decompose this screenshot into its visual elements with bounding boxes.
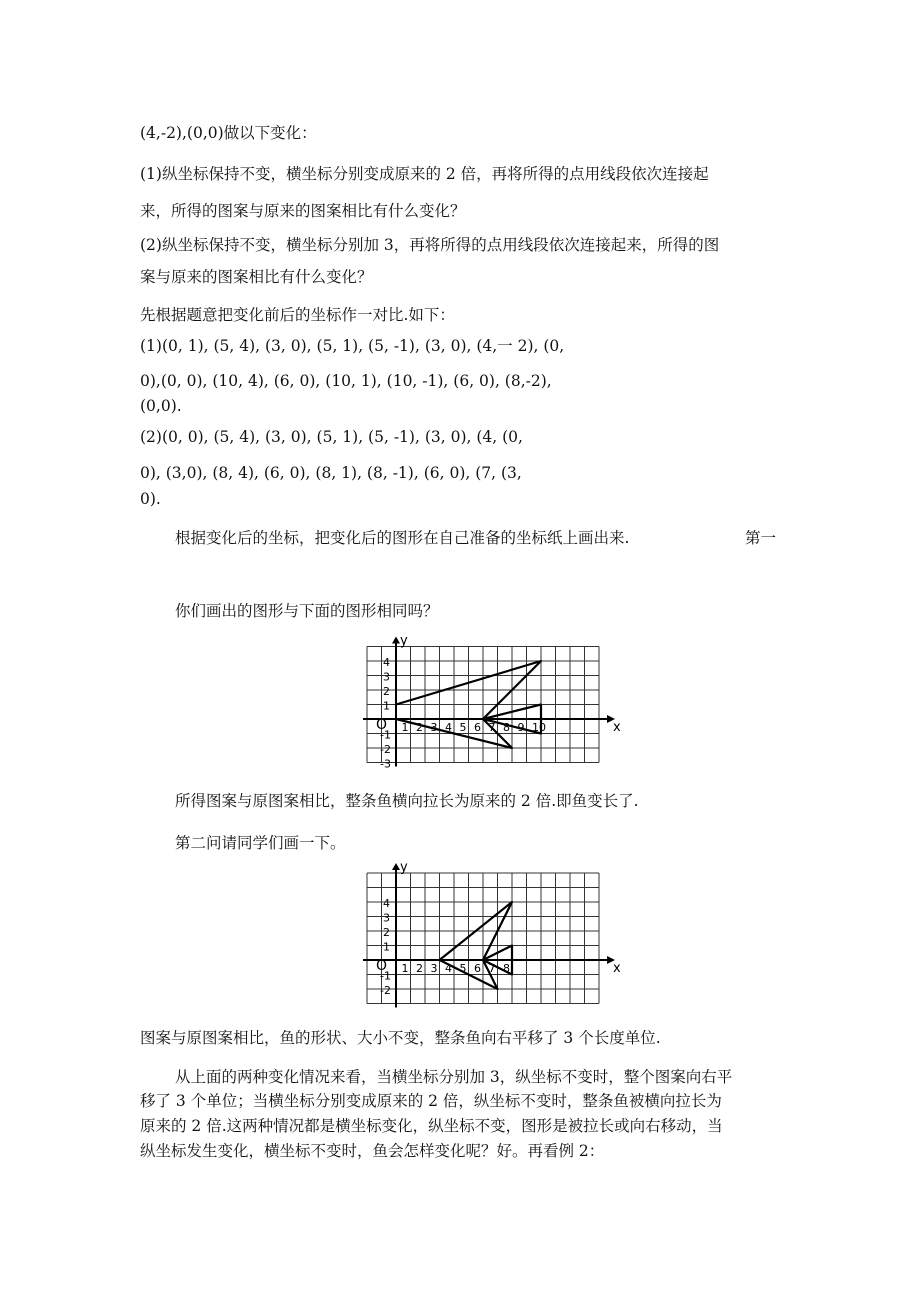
x-tick-label: 8 xyxy=(503,721,510,734)
fish-graph-1 xyxy=(360,628,621,788)
x-tick-label: 7 xyxy=(488,721,496,734)
x-tick-label: 1 xyxy=(401,962,409,975)
y-tick-label: 4 xyxy=(383,897,390,910)
text-line: 先根据题意把变化前后的坐标作一对比.如下： xyxy=(140,306,455,324)
y-axis-label: y xyxy=(400,860,408,875)
y-tick-label: -1 xyxy=(380,728,391,742)
y-axis-arrow xyxy=(392,863,400,870)
text-line: (2)纵坐标保持不变，横坐标分别加 3，再将所得的点用线段依次连接起来，所得的图 xyxy=(140,236,720,254)
text-line: 0), (3,0), (8, 4), (6, 0), (8, 1), (8, -1), (6, 0), (7, (3, xyxy=(140,464,522,482)
x-tick-label: 5 xyxy=(459,721,467,734)
x-tick-label: 4 xyxy=(445,962,452,975)
text-line: 根据变化后的坐标，把变化后的图形在自己准备的坐标纸上画出来. xyxy=(175,529,630,547)
text-line: (1)纵坐标保持不变，横坐标分别变成原来的 2 倍，再将所得的点用线段依次连接起 xyxy=(140,165,709,183)
text-line: (0,0). xyxy=(140,397,182,415)
y-tick-label: 4 xyxy=(383,656,390,669)
text-line: 图案与原图案相比，鱼的形状、大小不变，整条鱼向右平移了 3 个长度单位. xyxy=(140,1029,661,1047)
fish-graph-2 xyxy=(360,860,621,1024)
y-tick-label: -1 xyxy=(380,969,391,983)
y-tick-label: -2 xyxy=(380,984,391,997)
text-line: 0),(0, 0), (10, 4), (6, 0), (10, 1), (10, -1), (6, 0), (8,-2), xyxy=(140,372,552,390)
text-line: 你们画出的图形与下面的图形相同吗？ xyxy=(175,602,439,620)
text-line: 第一 xyxy=(745,529,777,547)
text-line: 纵坐标发生变化，横坐标不变时，鱼会怎样变化呢？好。再看例 2： xyxy=(140,1142,605,1160)
text-line: (4,-2),(0,0)做以下变化： xyxy=(140,124,317,142)
x-tick-label: 6 xyxy=(474,962,481,975)
x-tick-label: 9 xyxy=(517,721,525,734)
x-tick-label: 8 xyxy=(503,962,510,975)
x-axis-label: x xyxy=(613,720,621,735)
x-tick-label: 3 xyxy=(430,721,438,734)
text-line: 原来的 2 倍.这两种情况都是横坐标变化，纵坐标不变，图形是被拉长或向右移动，当 xyxy=(140,1117,723,1135)
y-tick-label: 3 xyxy=(383,911,390,925)
x-tick-label: 2 xyxy=(416,962,423,975)
text-line: 移了 3 个单位；当横坐标分别变成原来的 2 倍，纵坐标不变时，整条鱼被横向拉长为 xyxy=(140,1092,722,1110)
x-tick-label: 5 xyxy=(459,962,467,975)
text-line: 案与原来的图案相比有什么变化？ xyxy=(140,268,373,286)
x-tick-label: 3 xyxy=(430,962,438,975)
x-tick-label: 1 xyxy=(401,721,409,734)
x-tick-label: 6 xyxy=(474,721,481,734)
y-tick-label: -3 xyxy=(380,757,391,771)
y-tick-label: 2 xyxy=(383,926,390,939)
text-line: (2)(0, 0), (5, 4), (3, 0), (5, 1), (5, -1), (3, 0), (4, (0, xyxy=(140,428,523,446)
text-line: 第二问请同学们画一下。 xyxy=(175,834,346,852)
coordinate-figure-1 xyxy=(360,628,621,792)
text-line: 来，所得的图案与原来的图案相比有什么变化？ xyxy=(140,202,466,220)
text-line: 所得图案与原图案相比，整条鱼横向拉长为原来的 2 倍.即鱼变长了. xyxy=(175,792,639,810)
y-tick-label: -2 xyxy=(380,743,391,756)
origin-label: O xyxy=(376,717,388,733)
text-line: 从上面的两种变化情况来看，当横坐标分别加 3，纵坐标不变时，整个图案向右平 xyxy=(175,1068,733,1086)
y-axis-label: y xyxy=(400,633,408,649)
x-axis-label: x xyxy=(613,961,621,976)
y-axis-arrow xyxy=(392,637,400,644)
x-tick-label: 4 xyxy=(445,721,452,734)
x-tick-label: 2 xyxy=(416,721,423,734)
text-line: (1)(0, 1), (5, 4), (3, 0), (5, 1), (5, -1), (3, 0), (4,一 2), (0, xyxy=(140,337,565,355)
text-line: 0). xyxy=(140,490,161,508)
coordinate-figure-2 xyxy=(360,860,621,1028)
y-tick-label: 1 xyxy=(383,699,390,713)
y-tick-label: 3 xyxy=(383,670,390,684)
y-tick-label: 2 xyxy=(383,685,390,698)
x-tick-label: 7 xyxy=(488,962,496,975)
y-tick-label: 1 xyxy=(383,940,390,954)
x-tick-label: 10 xyxy=(532,721,546,734)
origin-label: O xyxy=(376,958,388,974)
